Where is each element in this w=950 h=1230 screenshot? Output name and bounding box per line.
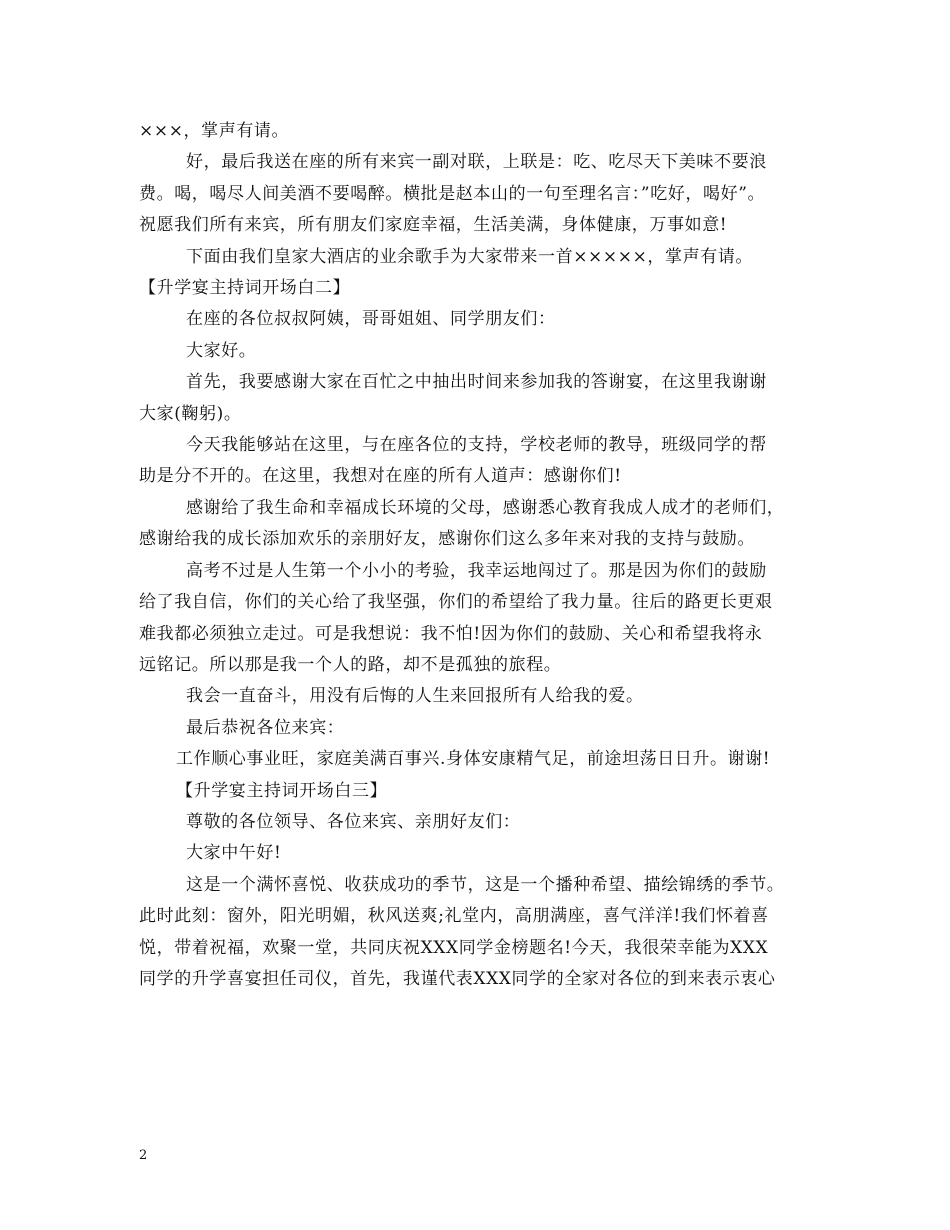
- section-heading: 【升学宴主持词开场白二】: [139, 278, 351, 299]
- text-line: 最后恭祝各位来宾：: [186, 717, 345, 738]
- text-line: 首先，我要感谢大家在百忙之中抽出时间来参加我的答谢宴，在这里我谢谢: [186, 372, 767, 393]
- text-line: 给了我自信，你们的关心给了我坚强，你们的希望给了我力量。往后的路更长更艰: [139, 592, 773, 613]
- text-line: 同学的升学喜宴担任司仪，首先，我谨代表XXX同学的全家对各位的到来表示衷心: [139, 968, 776, 989]
- text-line: 感谢给我的成长添加欢乐的亲朋好友，感谢你们这么多年来对我的支持与鼓励。: [139, 529, 755, 550]
- text-line: 在座的各位叔叔阿姨，哥哥姐姐、同学朋友们：: [186, 309, 556, 330]
- page-number: 2: [139, 1148, 148, 1163]
- text-line: 尊敬的各位领导、各位来宾、亲朋好友们：: [186, 811, 521, 832]
- text-line: 今天我能够站在这里，与在座各位的支持，学校老师的教导，班级同学的帮: [186, 435, 767, 456]
- text-line: 祝愿我们所有来宾，所有朋友们家庭幸福，生活美满，身体健康，万事如意!: [139, 215, 728, 236]
- document-body: [139, 116, 829, 995]
- text-line: 助是分不开的。在这里，我想对在座的所有人道声：感谢你们!: [139, 466, 622, 487]
- text-line: 悦，带着祝福，欢聚一堂，共同庆祝XXX同学金榜题名!今天，我很荣幸能为XXX: [139, 937, 769, 958]
- text-line: 费。喝，喝尽人间美酒不要喝醉。横批是赵本山的一句至理名言：”吃好，喝好”。: [139, 183, 766, 204]
- section-heading: 【升学宴主持词开场白三】: [176, 780, 388, 801]
- text-line: 高考不过是人生第一个小小的考验，我幸运地闯过了。那是因为你们的鼓励: [186, 560, 767, 581]
- text-line: 工作顺心事业旺，家庭美满百事兴.身体安康精气足，前途坦荡日日升。谢谢!: [176, 749, 771, 770]
- text-line: ×××，掌声有请。: [139, 121, 290, 141]
- text-line: 我会一直奋斗，用没有后悔的人生来回报所有人给我的爱。: [186, 686, 644, 707]
- text-line: 大家中午好!: [186, 843, 282, 864]
- text-line: 此时此刻：窗外，阳光明媚，秋风送爽;礼堂内，高朋满座，喜气洋洋!我们怀着喜: [139, 906, 769, 927]
- text-line: 大家(鞠躬)。: [139, 403, 242, 424]
- text-line: 下面由我们皇家大酒店的业余歌手为大家带来一首×××××，掌声有请。: [186, 246, 754, 267]
- text-line: 感谢给了我生命和幸福成长环境的父母，感谢悉心教育我成人成才的老师们，: [186, 497, 785, 518]
- text-line: 这是一个满怀喜悦、收获成功的季节，这是一个播种希望、描绘锦绣的季节。: [186, 874, 785, 895]
- text-line: 好，最后我送在座的所有来宾一副对联，上联是：吃、吃尽天下美味不要浪: [186, 152, 767, 173]
- text-line: 远铭记。所以那是我一个人的路，却不是孤独的旅程。: [139, 654, 562, 675]
- text-line: 难我都必须独立走过。可是我想说：我不怕!因为你们的鼓励、关心和希望我将永: [139, 623, 763, 644]
- text-line: 大家好。: [186, 340, 257, 361]
